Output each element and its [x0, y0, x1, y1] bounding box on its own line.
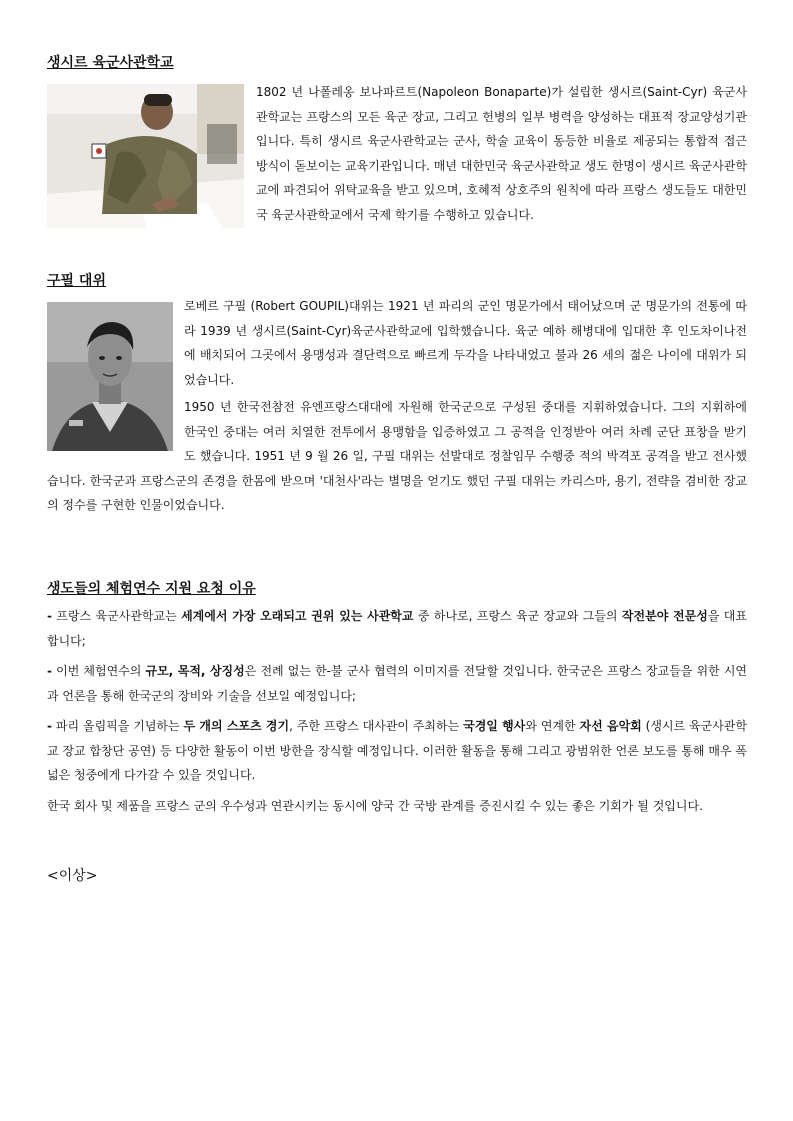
section-title-reasons: 생도들의 체험연수 지원 요청 이유 [47, 581, 256, 597]
cadet-exam-photo [47, 84, 244, 228]
goupil-portrait-photo [47, 302, 173, 451]
reason-bullet-3: - 파리 올림픽을 기념하는 두 개의 스포츠 경기, 주한 프랑스 대사관이 주최하는 국경일 행사와 연계한 자선 음악회 (생시르 육군사관학교 장교 합창단 공연) 등 다양한 활동이 이번 방한을 장식할 예정입니다. 이러한 활동을 통해 그리고 광범위한 언론 보도를 통해 매우 폭넓은 청중에게 다가갈 수 있을 것입니다. [47, 719, 747, 782]
saint-cyr-paragraph: 1802 년 나폴레옹 보나파르트(Napoleon Bonaparte)가 설립한 생시르(Saint-Cyr) 육군사관학교는 프랑스의 모든 육군 장교, 그리고 헌병의 일부 병력을 양성하는 대표적 장교양성기관입니다. 특히 생시르 육군사관학교는 군사, 학술 교육이 동등한 비율로 제공되는 통합적 접근 방식이 돋보이는 교육기관입니다. 매년 대한민국 육군사관학교 생도 한명이 생시르 육군사관학교에 파견되어 위탁교육을 받고 있으며, 호혜적 상호주의 원칙에 따라 프랑스 생도들도 대한민국 육군사관학교에서 국제 학기를 수행하고 있습니다. [256, 85, 747, 222]
reason-bullet-2: - 이번 체험연수의 규모, 목적, 상징성은 전례 없는 한-불 군사 협력의 이미지를 전달할 것입니다. 한국군은 프랑스 장교들을 위한 시연과 언론을 통해 한국군의 장비와 기술을 선보일 예정입니다; [47, 664, 747, 703]
reason-bullet-1: - 프랑스 육군사관학교는 세계에서 가장 오래되고 권위 있는 사관학교 중 하나로, 프랑스 육군 장교와 그들의 작전분야 전문성을 대표합니다; [47, 609, 747, 648]
goupil-paragraph-2: 1950 년 한국전참전 유엔프랑스대대에 자원해 한국군으로 구성된 중대를 지휘하였습니다. 그의 지휘하에 한국인 중대는 여러 치열한 전투에서 용맹함을 입증하였고 그 공적을 인정받아 여러 차례 군단 표창을 받기도 했습니다. 1951 년 9 월 26 일, 구필 대위는 선발대로 정찰임무 수행중 적의 박격포 공격을 받고 전사했습니다. 한국군과 프랑스군의 존경을 한몸에 받으며 '대천사'라는 별명을 얻기도 했던 구필 대위는 카리스마, 용기, 전략을 겸비한 장교의 정수를 구현한 인물이었습니다. [47, 400, 747, 512]
closing-mark: <이상> [47, 868, 98, 884]
section-reasons-body [47, 604, 747, 824]
goupil-paragraph-1: 로베르 구필 (Robert GOUPIL)대위는 1921 년 파리의 군인 명문가에서 태어났으며 군 명문가의 전통에 따라 1939 년 생시르(Saint-Cyr)육군사관학교에 입학했습니다. 육군 예하 해병대에 입대한 후 인도차이나전에 배치되어 그곳에서 용맹성과 결단력으로 빠르게 두각을 나타내었고 불과 26 세의 젊은 나이에 대위가 되었습니다. [184, 299, 747, 387]
section-title-goupil: 구필 대위 [47, 273, 106, 289]
reason-conclusion: 한국 회사 및 제품을 프랑스 군의 우수성과 연관시키는 동시에 양국 간 국방 관계를 증진시킬 수 있는 좋은 기회가 될 것입니다. [47, 798, 703, 813]
section-title-saint-cyr: 생시르 육군사관학교 [47, 55, 174, 71]
